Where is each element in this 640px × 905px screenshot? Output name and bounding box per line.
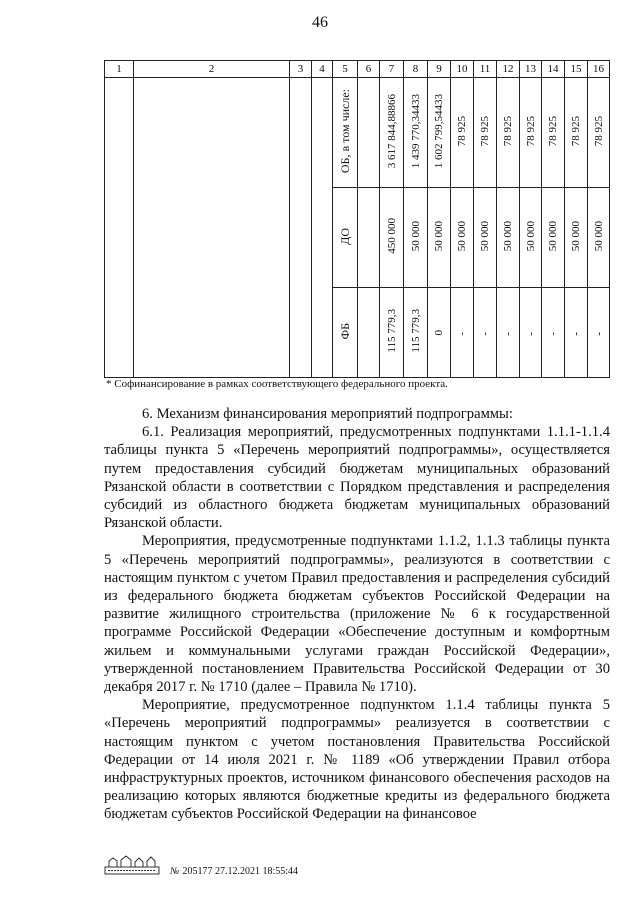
table-header-row [105, 61, 610, 78]
value-cell: 78 925 [451, 78, 474, 188]
value-cell: 50 000 [588, 188, 610, 288]
header-cell: 9 [428, 61, 451, 78]
section-heading: 6. Механизм финансирования мероприятий подпрограммы: [142, 406, 513, 422]
financing-table [104, 60, 610, 378]
header-cell: 13 [520, 61, 542, 78]
value-cell: 1 439 770,34433 [404, 78, 428, 188]
header-cell: 5 [333, 61, 358, 78]
row-label-cell [333, 188, 358, 288]
empty-cell [358, 78, 380, 188]
empty-cell [105, 78, 134, 378]
header-cell: 1 [105, 61, 134, 78]
value-cell: 1 602 799,54433 [428, 78, 451, 188]
value-cell: 115 779,3 [404, 288, 428, 378]
header-cell: 7 [380, 61, 404, 78]
value-cell: 50 000 [542, 188, 565, 288]
value-cell: 50 000 [474, 188, 497, 288]
empty-cell [134, 78, 290, 378]
page-number: 46 [312, 14, 328, 31]
header-cell: 2 [134, 61, 290, 78]
row-label: ДО [337, 227, 352, 245]
value-cell: 3 617 844,88866 [380, 78, 404, 188]
value-cell: 115 779,3 [380, 288, 404, 378]
value-cell: - [588, 288, 610, 378]
paragraph: 6.1. Реализация мероприятий, предусмотренных подпунктами 1.1.1-1.1.4 таблицы пункта 5 «Перечень мероприятий подпрограммы», осуществляется путем предоставления субсидий бюджетам муниципальных образований Рязанской области в соответствии с Порядком представления и распределения субсидий из областного бюджета бюджетам муниципальных образований Рязанской области. [104, 424, 610, 532]
value-cell: 50 000 [520, 188, 542, 288]
header-cell: 11 [474, 61, 497, 78]
value-cell: 450 000 [380, 188, 404, 288]
row-label: ФБ [337, 322, 352, 340]
value-cell: - [474, 288, 497, 378]
paragraph: Мероприятие, предусмотренное подпунктом 1.1.4 таблицы пункта 5 «Перечень мероприятий подпрограммы» реализуется в соответствии с настоящим пунктом с учетом постановления Правительства Российской Федерации от 14 июля 2021 г. № 1189 «Об утверждении Правил отбора инфраструктурных проектов, источником финансового обеспечения расходов на реализацию которых являются бюджетные кредиты из федерального бюджета бюджетам субъектов Российской Федерации на финансовое [104, 697, 610, 823]
value-cell: 78 925 [474, 78, 497, 188]
value-cell: - [542, 288, 565, 378]
value-cell: - [451, 288, 474, 378]
header-cell: 15 [565, 61, 588, 78]
value-cell: 78 925 [542, 78, 565, 188]
value-cell: - [565, 288, 588, 378]
value-cell: - [497, 288, 520, 378]
value-cell: - [520, 288, 542, 378]
header-cell: 6 [358, 61, 380, 78]
header-cell: 14 [542, 61, 565, 78]
value-cell: 0 [428, 288, 451, 378]
row-label-cell [333, 288, 358, 378]
value-cell: 50 000 [404, 188, 428, 288]
header-cell: 3 [290, 61, 312, 78]
value-cell: 78 925 [588, 78, 610, 188]
value-cell: 78 925 [497, 78, 520, 188]
value-cell: 50 000 [451, 188, 474, 288]
value-cell: 50 000 [565, 188, 588, 288]
header-cell: 12 [497, 61, 520, 78]
registry-stamp-icon [104, 853, 160, 875]
paragraph: Мероприятия, предусмотренные подпунктами 1.1.2, 1.1.3 таблицы пункта 5 «Перечень мероприятий подпрограммы», реализуются в соответствии с настоящим пунктом с учетом Правил предоставления и распределения субсидий из федерального бюджета бюджетам субъектов Российской Федерации на развитие жилищного строительства (приложение № 6 к государственной программе Российской Федерации «Обеспечение доступным и комфортным жильем и коммунальными услугами граждан Российской Федерации», утвержденной постановлением Правительства Российской Федерации от 30 декабря 2017 г. № 1710 (далее – Правила № 1710). [104, 533, 610, 696]
empty-cell [358, 288, 380, 378]
value-cell: 50 000 [497, 188, 520, 288]
empty-cell [358, 188, 380, 288]
row-label: ОБ, в том числе: [337, 88, 352, 174]
value-cell: 78 925 [565, 78, 588, 188]
document-code: № 205177 27.12.2021 18:55:44 [170, 866, 298, 877]
row-label-cell [333, 78, 358, 188]
header-cell: 4 [312, 61, 333, 78]
table-row-ob [105, 78, 610, 188]
header-cell: 10 [451, 61, 474, 78]
empty-cell [290, 78, 312, 378]
value-cell: 50 000 [428, 188, 451, 288]
body-text [104, 405, 610, 824]
empty-cell [312, 78, 333, 378]
table-footnote: * Софинансирование в рамках соответствующего федерального проекта. [106, 378, 448, 390]
header-cell: 16 [588, 61, 610, 78]
value-cell: 78 925 [520, 78, 542, 188]
header-cell: 8 [404, 61, 428, 78]
